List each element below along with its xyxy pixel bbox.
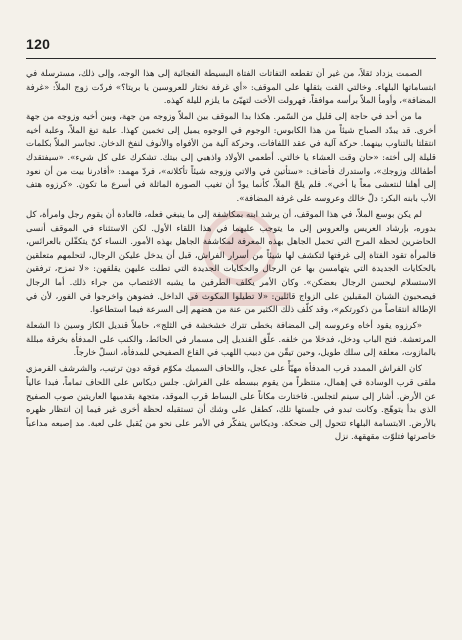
- paragraph: كان الفراش الممدد قرب المدفأة مهيّأً على عجل، واللحاف السميك مكوّم فوقه دون ترتيب، والشرشف القرمزي ملقى قرب الوسادة في إهمال، منتظراً من يقوم ببسطه على الفراش. جلس ديكاس على اللحاف تماماً، فبدا عالياً عن الأرض. أشار إلى سينم لتجلس. فاختارت مكاناً على البساط قرب الموقد، متجهة بقدميها العاريتين صوب الصفيح الذي بدأ يتوهّج. وكانت تبدو في جلستها تلك، كطفل على وشك أن تستقبله لحظة أخرى غير فيما إن انتظار ظهره بالأرض. الابتسامة البلهاء تتحول إلى ضحكة. وديكاس يتفكّر في الأمر على نحو من يُقبل على لعبة. مد إصبعه مداعباً خاصرتها فتلوّت مقهقهة. نزل: [26, 364, 436, 443]
- paragraph: ما من أحد في حاجة إلى قليل من السّمر. هكذا بدا الموقف بين الملاّ وزوجه من جهة، وبين أخيه وزوجه من جهة أخرى. قد يبدّد الصباح شيئاً من هذا الكابوس: الوجوم في الوجوه يميل إلى تخمين كهذا. علبة تبغ الملاّ، وعلبة أخيه انتقلتا بالتناوب بينهما. حركة آلية في عقد اللفافات، وحركة آلية من الأفواه والأنوف لنفخ الدخان. تجاسر الملاّ بكلمات قليلة إلى أخته: «حان وقت العشاء يا خالتي. أطعمي الأولاد واذهبي إلى بيتك. تشكرك على كل شيء». «سيفتقدك أطفالك وزوجك»، واستدرك فأضاف: «ستأتين في والاتي وزوجه شيئاً تأكلانه»، فردّ مهمد: «أفادرنا بيت من أن نعود إلى أهلنا لنتعشى معاً يا أخي». فلم يلحّ الملاّ، كأنما يودّ أن تغيب الصورة الماثلة في أسرع ما تكون. «كرزوه هتف الأب بابنه البكر: دلّ خالك وعروسه على غرفة المضافة».: [26, 112, 436, 204]
- header-rule: [26, 58, 436, 59]
- paragraph: «كرزوه يقود أخاه وعروسه إلى المضافة بخطى تترك خشخشة في الثلج»، حاملاً قنديل الكاز وسين ذا الشعلة المرتعشة. فتح الباب ودخل، فدخلا من خلفه. علّق القنديل إلى مسمار في الحائط، والكنب على المدفأة بخرقة مبللة بالمازوت، معلقة إلى سلك طويل، وحين تيقّن من دبيب اللهب في القاع الصفيحي للمدفأة، انسلّ خارجاً.: [26, 321, 436, 359]
- paragraph: لم يكن بوسع الملاّ، في هذا الموقف، أن يرشد ابنه بمكاشفة إلى ما ينبغي فعله، فالعادة أن يقوم رجل وامرأة، كل بدوره، بإرشاد العريس والعروس إلى ما يتوجب عليهما في هذا اللقاء الأول. لكن الاستثناء في الموقف أنسى الحاضرين لحظة المرح التي تحمل الجاهل بهذه المعرفة لمكاشفة الجاهل بهذه الأمور. النساء كنّ يتكفّلن بالعرائس، فالمرأة تقود الفتاة إلى غرفتها لتكشف لها شيئاً من أسرار الفراش، قبل أن يدخل عليكن الرجال، لتحلمهم متعلقين بالحكايات الجديدة التي يتهامسن بها عن الرجال والحكايات الجديدة التي تطلت عليهن يقلقهن: «لا تمزح، ترفقين الاستسلام ليحسن الرجال بعضكن». وكان الأمر يكلف الطرفين ما يشبه الاغتصاب من جراء ذلك. أما الرجال فيصحبون الشبان المقبلين على الزواج قائلين: «لا تطيلوا المكوث في الداخل. فضوهن واخرجوا في الفور، لأن في الإطالة انتقاصاً من ذكورتكم»، وقد كلّف ذلك الكثير من عنة من هضهم إلى السرعة فيما استطاعوا.: [26, 209, 436, 316]
- body-text: [26, 68, 436, 632]
- page-number: 120: [26, 36, 51, 52]
- paragraph: الصمت يزداد ثقلاً، من غير أن تقطعه التفاتات الفتاة البسيطة الفجائية إلى هذا الوجه، وإلى ذلك، مسترسلة في ابتساماتها البلهاء. وخالتي القت بثقلها على الموقف: «أي غرفة نختار للعروسين يا بريتا؟» فردّت زوج الملاّ: «غرفة المضافة»، وأومأ الملاّ برأسه موافقاً، فهرولت الأخت لتهيّئ ما يلزم لليلة كهذه.: [26, 69, 436, 107]
